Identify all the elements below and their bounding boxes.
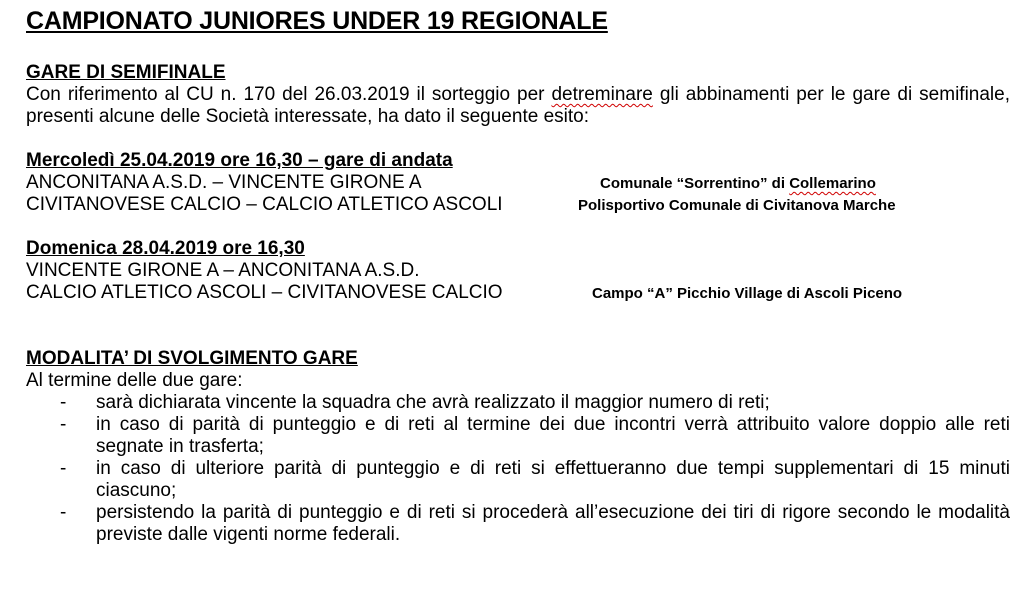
intro-text-after: gli abbinamenti per le gare di semifinale, presenti alcune delle Società interessate, ha dato il seguente esito:	[26, 84, 1010, 127]
match-teams: VINCENTE GIRONE A – ANCONITANA A.S.D.	[26, 260, 420, 281]
bullet-dash: -	[60, 458, 67, 479]
match-venue: Campo “A” Picchio Village di Ascoli Piceno	[592, 285, 903, 302]
match-venue	[600, 173, 876, 195]
match-row	[26, 194, 1010, 216]
match-row	[26, 282, 1010, 304]
bullet-dash: -	[60, 502, 67, 523]
bullet-dash: -	[60, 392, 67, 413]
list-item-text: sarà dichiarata vincente la squadra che avrà realizzato il maggior numero di reti;	[96, 392, 770, 413]
list-item	[26, 414, 1010, 458]
list-item	[26, 392, 1010, 414]
semifinal-intro	[26, 84, 1010, 128]
second-leg-heading: Domenica 28.04.2019 ore 16,30	[26, 238, 305, 259]
venue-text: Comunale “Sorrentino” di	[600, 175, 790, 192]
match-teams: CALCIO ATLETICO ASCOLI – CIVITANOVESE CALCIO	[26, 282, 503, 303]
spacer	[26, 128, 1010, 150]
intro-text-before: Con riferimento al CU n. 170 del 26.03.2019 il sorteggio per	[26, 84, 552, 105]
list-item-text: persistendo la parità di punteggio e di reti si procederà all’esecuzione dei tiri di rigore secondo le modalità previste dalle vigenti norme federali.	[96, 502, 1010, 545]
list-item-text: in caso di ulteriore parità di punteggio e di reti si effettueranno due tempi supplementari di 15 minuti ciascuno;	[96, 458, 1010, 501]
match-row	[26, 172, 1010, 194]
spacer	[26, 36, 1010, 62]
list-item	[26, 502, 1010, 546]
bullet-dash: -	[60, 414, 67, 435]
spacer	[26, 304, 1010, 348]
misspelled-word: Collemarino	[789, 175, 876, 192]
spacer	[26, 216, 1010, 238]
document-title: CAMPIONATO JUNIORES UNDER 19 REGIONALE	[26, 7, 608, 35]
list-item	[26, 458, 1010, 502]
rules-heading: MODALITA’ DI SVOLGIMENTO GARE	[26, 348, 358, 369]
match-teams: ANCONITANA A.S.D. – VINCENTE GIRONE A	[26, 172, 422, 193]
document-page	[26, 6, 1010, 546]
rules-list	[26, 392, 1010, 546]
rules-intro: Al termine delle due gare:	[26, 370, 243, 391]
misspelled-word: detreminare	[551, 84, 653, 105]
list-item-text: in caso di parità di punteggio e di reti al termine dei due incontri verrà attribuito valore doppio alle reti segnate in trasferta;	[96, 414, 1010, 457]
first-leg-heading: Mercoledì 25.04.2019 ore 16,30 – gare di andata	[26, 150, 453, 171]
match-row	[26, 260, 1010, 282]
match-teams: CIVITANOVESE CALCIO – CALCIO ATLETICO ASCOLI	[26, 194, 503, 215]
semifinal-heading: GARE DI SEMIFINALE	[26, 62, 226, 83]
match-venue: Polisportivo Comunale di Civitanova Marche	[578, 197, 896, 214]
